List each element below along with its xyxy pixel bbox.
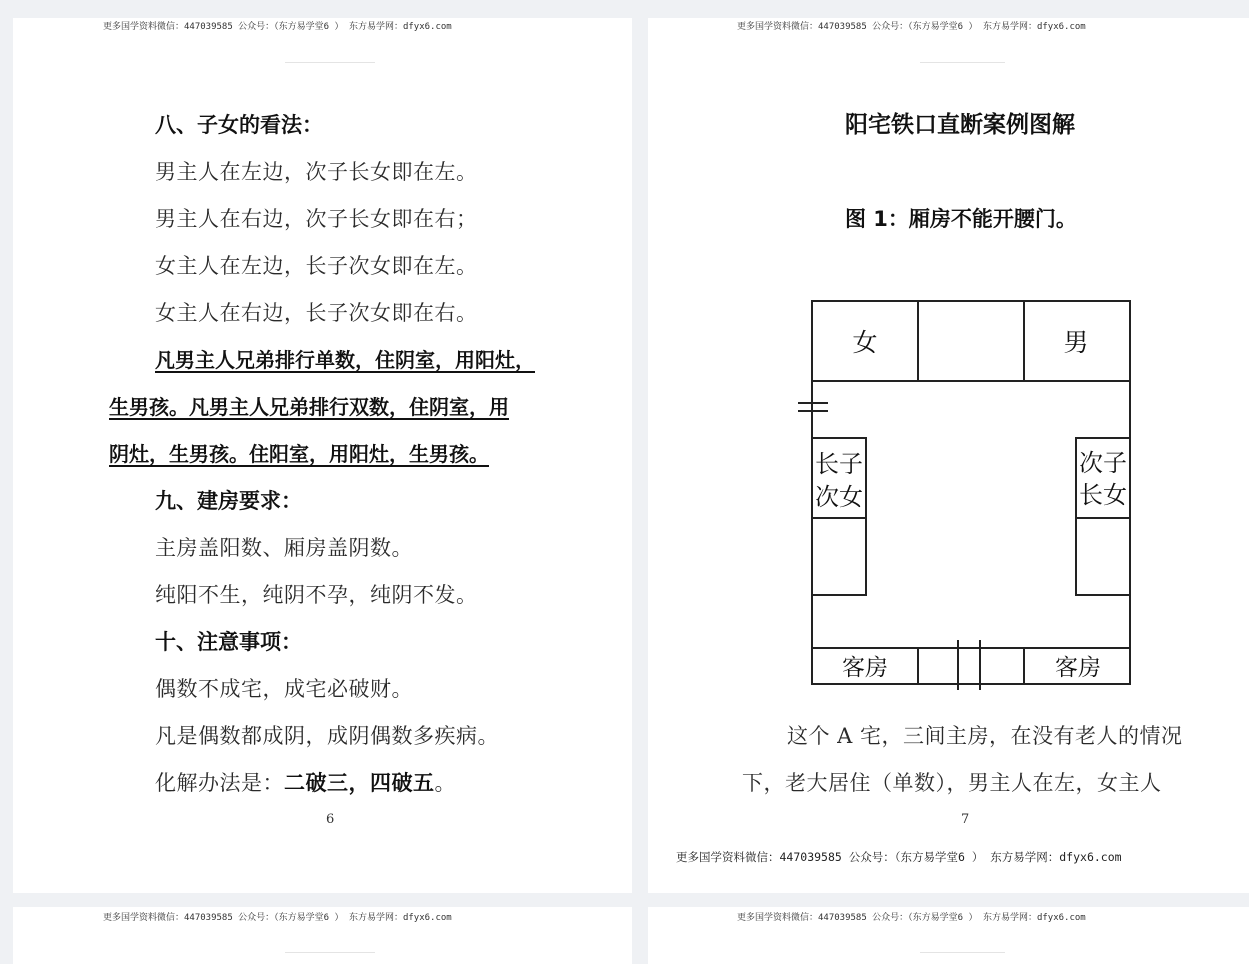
- section-heading-building: 九、建房要求：: [155, 488, 302, 513]
- page-7: [648, 18, 1249, 893]
- house-floor-plan-diagram: [788, 298, 1148, 718]
- page-header-watermark: 更多国学资料微信：447039585 公众号：（东方易学堂6 ） 东方易学网：dfyx6.com: [103, 22, 452, 32]
- figure-caption: 图 1：厢房不能开腰门。: [845, 207, 1077, 231]
- remedy-prefix: 化解办法是：: [155, 771, 284, 795]
- section-heading-notes: 十、注意事项：: [155, 629, 302, 654]
- page-footer-watermark: 更多国学资料微信：447039585 公众号：（东方易学堂6 ） 东方易学网：dfyx6.com: [676, 850, 1122, 864]
- left-room-label: 长子: [815, 450, 863, 478]
- left-room-label: 次女: [815, 483, 863, 511]
- text-line: 主房盖阳数、厢房盖阴数。: [155, 536, 413, 560]
- page-6: [13, 18, 632, 893]
- section-heading-children: 八、子女的看法：: [155, 112, 323, 137]
- header-rule: [920, 62, 1005, 63]
- text-line: 下，老大居住（单数），男主人在左，女主人: [742, 771, 1162, 795]
- header-rule: [920, 952, 1005, 953]
- page-number: 6: [326, 812, 335, 827]
- page-header-watermark: 更多国学资料微信：447039585 公众号：（东方易学堂6 ） 东方易学网：dfyx6.com: [737, 913, 1086, 923]
- guest-room-label: 客房: [1055, 655, 1101, 681]
- page-header-watermark: 更多国学资料微信：447039585 公众号：（东方易学堂6 ） 东方易学网：dfyx6.com: [103, 913, 452, 923]
- text-line: 男主人在左边，次子长女即在左。: [155, 160, 478, 184]
- remedy-bold: 二破三，四破五: [284, 771, 435, 795]
- bold-underlined-line: 凡男主人兄弟排行单数，住阴室，用阳灶，: [155, 348, 535, 372]
- text-line: 这个 A 宅，三间主房，在没有老人的情况: [787, 724, 1183, 748]
- text-line: 纯阳不生，纯阴不孕，纯阴不发。: [155, 583, 478, 607]
- right-room-label: 次子: [1079, 449, 1127, 477]
- remedy-suffix: 。: [434, 771, 456, 795]
- text-line: 女主人在左边，长子次女即在左。: [155, 254, 478, 278]
- page-number: 7: [961, 812, 970, 827]
- page-9: [648, 907, 1249, 964]
- bold-underlined-line: 阴灶，生男孩。住阳室，用阳灶，生男孩。: [109, 442, 489, 466]
- room-label-male: 男: [1063, 328, 1089, 357]
- room-label-female: 女: [852, 328, 878, 357]
- page-title: 阳宅铁口直断案例图解: [845, 112, 1075, 138]
- right-room-label: 长女: [1079, 481, 1127, 509]
- text-line: 男主人在右边，次子长女即在右；: [155, 207, 478, 231]
- header-rule: [285, 952, 375, 953]
- guest-room-label: 客房: [842, 655, 888, 681]
- page-8: [13, 907, 632, 964]
- bold-underlined-line: 生男孩。凡男主人兄弟排行双数，住阴室，用: [109, 395, 509, 419]
- text-line: 偶数不成宅，成宅必破财。: [155, 677, 413, 701]
- page-header-watermark: 更多国学资料微信：447039585 公众号：（东方易学堂6 ） 东方易学网：dfyx6.com: [737, 22, 1086, 32]
- text-line: 凡是偶数都成阴，成阴偶数多疾病。: [155, 724, 499, 748]
- header-rule: [285, 62, 375, 63]
- text-line: 女主人在右边，长子次女即在右。: [155, 301, 478, 325]
- remedy-line: [155, 771, 456, 795]
